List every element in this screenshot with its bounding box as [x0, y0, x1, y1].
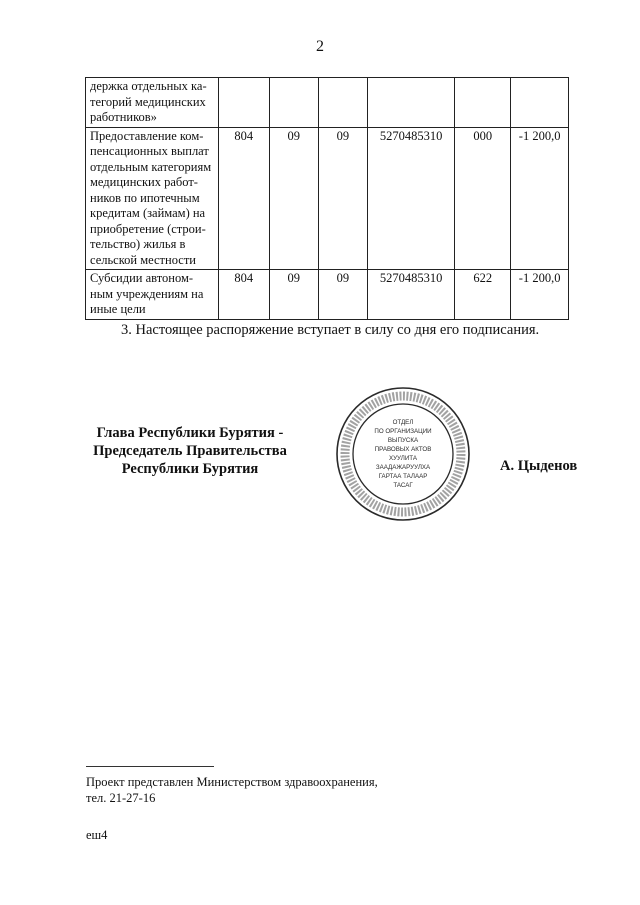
table-row	[86, 270, 569, 320]
budget-table-body	[86, 78, 569, 320]
cell-line: держка отдельных ка-	[90, 79, 207, 93]
table-cell-name	[86, 270, 219, 320]
signer-title-line: Председатель Правительства	[93, 443, 287, 459]
footnote	[86, 774, 378, 806]
signer-title-line: Глава Республики Бурятия -	[96, 425, 284, 441]
table-cell: 622	[455, 270, 511, 320]
cell-line: ников по ипотечным	[90, 190, 200, 205]
effective-clause: 3. Настоящее распоряжение вступает в силу со дня его подписания.	[121, 322, 540, 338]
stamp-line: ПРАВОВЫХ АКТОВ	[374, 446, 432, 453]
table-cell	[511, 78, 569, 128]
cell-line: иные цели	[90, 302, 146, 316]
table-cell	[367, 78, 454, 128]
signatory-name: А. Цыденов	[500, 458, 578, 474]
cell-line: Субсидии автоном-	[90, 271, 194, 285]
table-cell	[318, 78, 367, 128]
official-seal-stamp	[333, 384, 473, 524]
budget-table	[85, 77, 569, 320]
cell-line: работников»	[90, 110, 157, 124]
footnote-line: Проект представлен Министерством здравоохранения,	[86, 775, 378, 789]
cell-line: Предоставление ком-	[90, 128, 204, 143]
cell-line: отдельным категориям	[90, 159, 212, 174]
stamp-line: ХУУЛИТА	[389, 455, 417, 462]
table-row	[86, 127, 569, 270]
cell-line: тегорий медицинских	[90, 94, 206, 109]
cell-line: приобретение (строи-	[90, 221, 206, 236]
table-cell: 09	[318, 270, 367, 320]
table-cell	[218, 78, 269, 128]
footnote-divider	[86, 766, 214, 767]
table-cell: -1 200,0	[511, 270, 569, 320]
stamp-text-band	[345, 396, 461, 512]
signer-title-line: Республики Бурятия	[121, 461, 259, 477]
table-cell: 5270485310	[367, 127, 454, 270]
table-cell: 09	[269, 127, 318, 270]
document-code: еш4	[86, 828, 108, 842]
table-row	[86, 78, 569, 128]
table-cell: -1 200,0	[511, 127, 569, 270]
cell-line: кредитам (займам) на	[90, 206, 206, 220]
table-cell: 09	[269, 270, 318, 320]
table-cell: 000	[455, 127, 511, 270]
page-number: 2	[316, 38, 324, 55]
cell-line: сельской местности	[90, 252, 196, 267]
stamp-center-text	[374, 419, 431, 489]
table-cell: 09	[318, 127, 367, 270]
stamp-line: ТАСАГ	[393, 482, 413, 489]
signer-title	[76, 424, 304, 478]
stamp-line: ПО ОРГАНИЗАЦИИ	[374, 428, 432, 435]
stamp-line: ЗААДАЖАРУУЛХА	[375, 464, 431, 471]
cell-line: тельство) жилья в	[90, 237, 186, 251]
stamp-line: ОТДЕЛ	[392, 419, 414, 426]
table-cell: 804	[218, 127, 269, 270]
table-cell-name	[86, 78, 219, 128]
table-cell-name	[86, 127, 219, 270]
cell-line: медицинских работ-	[90, 175, 198, 189]
stamp-outer-ring	[337, 388, 469, 520]
cell-line: пенсационных выплат	[90, 144, 209, 158]
table-cell: 804	[218, 270, 269, 320]
cell-line: ным учреждениям на	[90, 286, 204, 301]
footnote-line: тел. 21-27-16	[86, 791, 156, 805]
stamp-line: ВЫПУСКА	[387, 437, 419, 444]
table-cell	[455, 78, 511, 128]
table-cell: 5270485310	[367, 270, 454, 320]
stamp-line: ГАРТАА ТАЛААР	[378, 473, 428, 480]
table-cell	[269, 78, 318, 128]
